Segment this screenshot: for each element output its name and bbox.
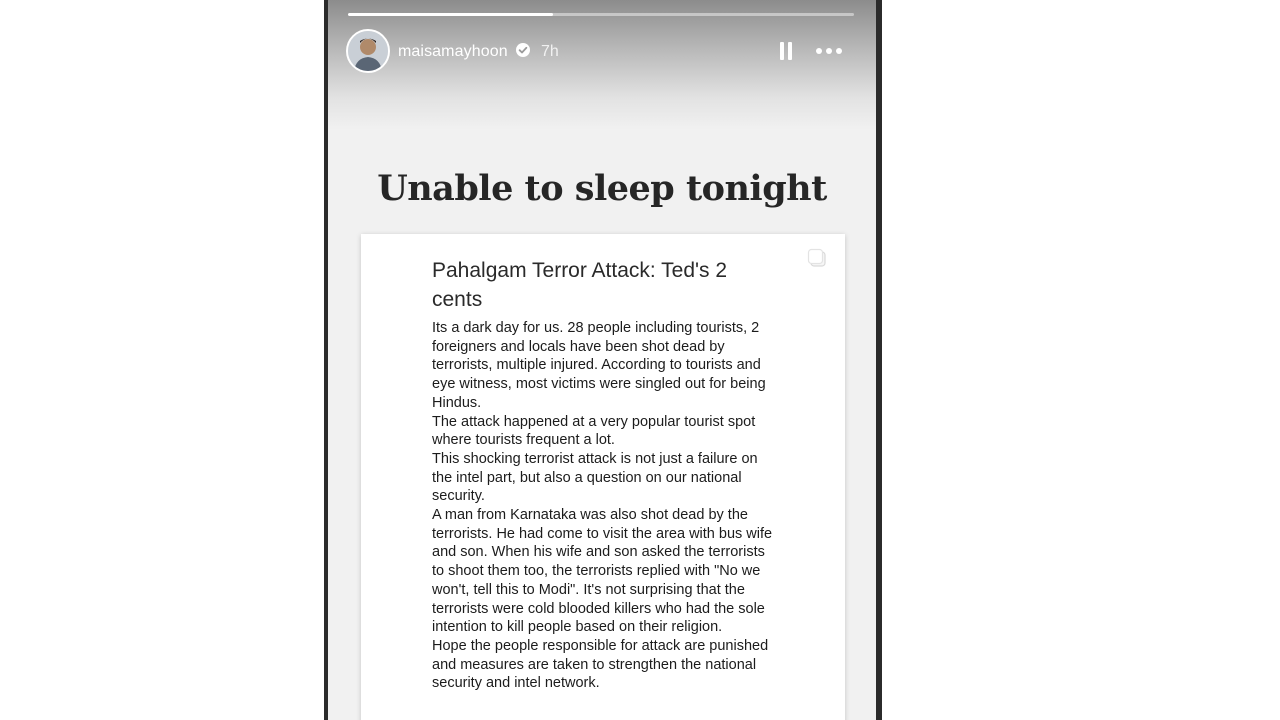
post-paragraph: Hope the people responsible for attack are punished and measures are taken to strengthen the national security and intel network. xyxy=(432,637,769,692)
post-paragraph: This shocking terrorist attack is not just a failure on the intel part, but also a question on our national security. xyxy=(432,450,758,505)
post-paragraph: Its a dark day for us. 28 people including tourists, 2 foreigners and locals have been shot dead by terrorists, multiple injured. According to tourists and eye witness, most victims were singled out for being Hindus. xyxy=(432,320,766,411)
username[interactable]: maisamayhoon xyxy=(398,43,508,60)
story-viewer[interactable] xyxy=(324,0,882,720)
post-paragraph: A man from Karnataka was also shot dead by the terrorists. He had come to visit the area with bus wife and son. When his wife and son asked the terrorists to shoot them too, the terrorists replied with "No we won't, tell this to Modi". It's not surprising that the terrorists were cold blooded killers who had the sole intention to kill people based on their religion. xyxy=(432,507,773,636)
post-title: Pahalgam Terror Attack: Ted's 2 cents xyxy=(432,259,728,311)
story-headline: Unable to sleep tonight xyxy=(377,168,827,209)
avatar-image xyxy=(348,31,388,71)
post-body xyxy=(432,319,777,693)
verified-badge-icon xyxy=(515,42,531,58)
copy-icon xyxy=(807,248,829,270)
story-progress-bar xyxy=(348,13,854,16)
story-content xyxy=(328,0,876,720)
post-paragraph: The attack happened at a very popular tourist spot where tourists frequent a lot. xyxy=(432,413,756,449)
post-time: 7h xyxy=(541,43,559,60)
story-progress-fill xyxy=(348,13,553,16)
avatar[interactable] xyxy=(346,29,390,73)
more-options-icon[interactable] xyxy=(815,44,843,58)
pause-icon[interactable] xyxy=(777,40,795,62)
post-card xyxy=(361,234,845,720)
header-gradient xyxy=(328,0,876,130)
